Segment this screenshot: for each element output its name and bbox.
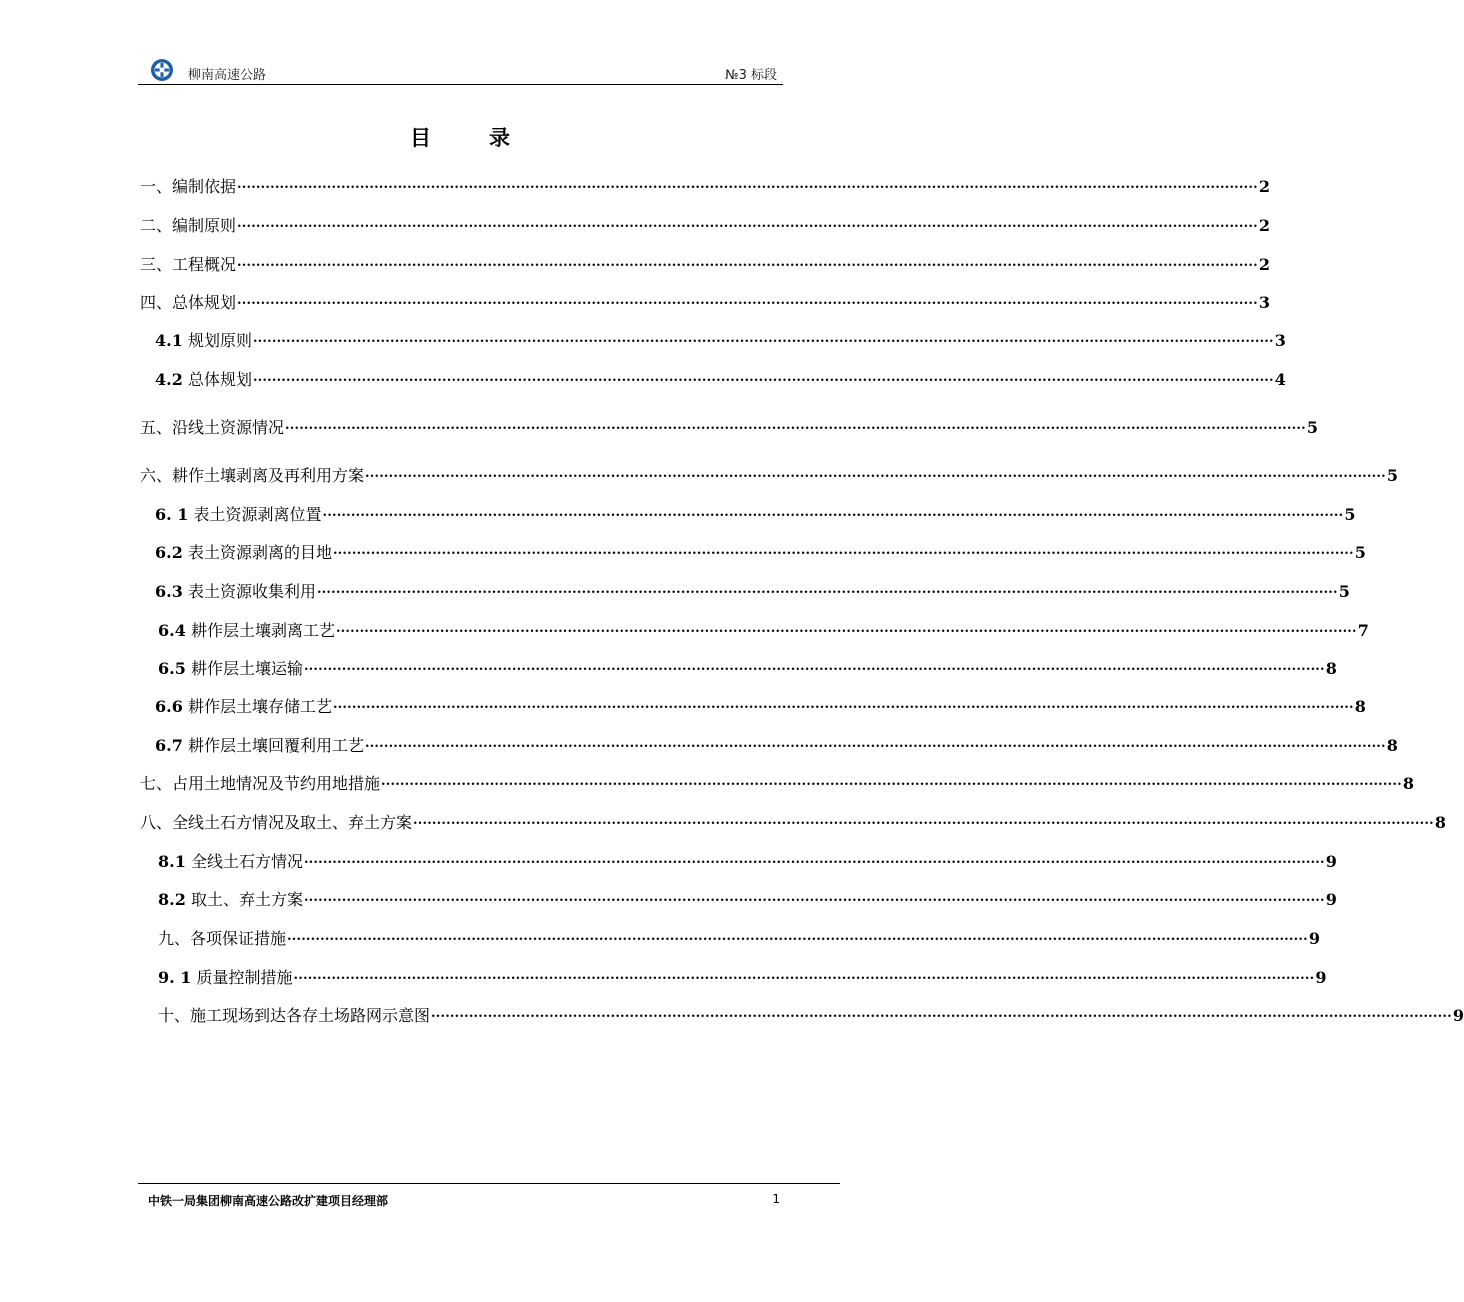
toc-leader-dots: ........................................................................................................................................................................................................................ bbox=[252, 370, 1274, 385]
toc-leader-dots: ........................................................................................................................................................................................................................ bbox=[237, 177, 1258, 192]
page-footer bbox=[138, 1183, 840, 1208]
toc-entry-page: 9 bbox=[1308, 929, 1320, 948]
page-title: 目录 bbox=[410, 125, 568, 150]
toc-leader-dots: ........................................................................................................................................................................................................................ bbox=[332, 543, 1354, 558]
toc-entry-label: 十、施工现场到达各存土场路网示意图 bbox=[158, 1006, 431, 1025]
toc-entry[interactable] bbox=[155, 539, 1366, 563]
toc-leader-dots: ........................................................................................................................................................................................................................ bbox=[381, 774, 1402, 789]
toc-leader-dots: ........................................................................................................................................................................................................................ bbox=[364, 736, 1386, 751]
toc-entry-page: 3 bbox=[1258, 293, 1270, 312]
toc-leader-dots: ........................................................................................................................................................................................................................ bbox=[287, 929, 1308, 944]
toc-entry-number: 4.2 bbox=[155, 370, 183, 389]
toc-entry-page: 5 bbox=[1386, 466, 1398, 485]
toc-entry-text: 表土资源剥离的目地 bbox=[187, 543, 332, 562]
toc-entry[interactable] bbox=[158, 848, 1337, 872]
toc-entry-page: 8 bbox=[1325, 659, 1337, 678]
toc-leader-dots: ........................................................................................................................................................................................................................ bbox=[332, 697, 1354, 712]
toc-entry-text: 表土资源收集利用 bbox=[187, 582, 316, 601]
toc-entry-text: 表土资源剥离位置 bbox=[193, 505, 322, 524]
toc-entry-page: 9 bbox=[1452, 1006, 1464, 1025]
toc-entry[interactable] bbox=[158, 964, 1327, 988]
toc-entry-text: 总体规划 bbox=[187, 370, 252, 389]
toc-entry-page: 2 bbox=[1258, 216, 1270, 235]
toc-entry-label: 二、编制原则 bbox=[140, 216, 237, 235]
toc-entry-label bbox=[158, 852, 303, 872]
toc-entry-label bbox=[155, 736, 364, 756]
toc-entry-label bbox=[155, 582, 316, 602]
footer-organization: 中铁一局集团柳南高速公路改扩建项目经理部 bbox=[148, 1194, 389, 1208]
toc-leader-dots: ........................................................................................................................................................................................................................ bbox=[293, 968, 1315, 983]
toc-entry-page: 8 bbox=[1386, 736, 1398, 755]
toc-entry-label bbox=[158, 890, 303, 910]
toc-entry-page: 3 bbox=[1274, 331, 1286, 350]
toc-leader-dots: ........................................................................................................................................................................................................................ bbox=[252, 331, 1274, 346]
toc-entry[interactable] bbox=[158, 886, 1337, 910]
toc-entry-page: 9 bbox=[1325, 890, 1337, 909]
toc-entry-number: 8.1 bbox=[158, 852, 186, 871]
toc-entry[interactable] bbox=[155, 327, 1286, 351]
toc-entry[interactable] bbox=[140, 462, 1398, 486]
toc-entry[interactable] bbox=[140, 770, 1414, 794]
toc-entry-page: 7 bbox=[1357, 621, 1369, 640]
toc-entry-label: 一、编制依据 bbox=[140, 177, 237, 196]
toc-entry-number: 6.3 bbox=[155, 582, 183, 601]
toc-entry-label bbox=[155, 543, 332, 563]
toc-entry[interactable] bbox=[140, 173, 1270, 197]
toc-entry-number: 6.5 bbox=[158, 659, 186, 678]
toc-entry-label: 九、各项保证措施 bbox=[158, 929, 287, 948]
toc-entry[interactable] bbox=[155, 366, 1286, 390]
toc-entry[interactable] bbox=[140, 809, 1446, 833]
toc-entry[interactable] bbox=[158, 925, 1320, 949]
toc-entry-label: 八、全线土石方情况及取土、弃土方案 bbox=[140, 813, 413, 832]
toc-entry-page: 5 bbox=[1354, 543, 1366, 562]
toc-entry-number: 9. 1 bbox=[158, 968, 192, 987]
toc-entry[interactable] bbox=[155, 693, 1366, 717]
toc-leader-dots: ........................................................................................................................................................................................................................ bbox=[413, 813, 1434, 828]
toc-entry-number: 6. 1 bbox=[155, 505, 189, 524]
toc-entry-label bbox=[158, 659, 303, 679]
toc-entry-label bbox=[158, 968, 293, 988]
toc-entry-text: 耕作层土壤运输 bbox=[190, 659, 303, 678]
toc-leader-dots: ........................................................................................................................................................................................................................ bbox=[237, 255, 1258, 270]
toc-entry-text: 取土、弃土方案 bbox=[190, 890, 303, 909]
footer-page-number: 1 bbox=[772, 1192, 780, 1206]
toc-entry-page: 9 bbox=[1325, 852, 1337, 871]
toc-entry[interactable] bbox=[158, 1002, 1464, 1026]
toc-leader-dots: ........................................................................................................................................................................................................................ bbox=[316, 582, 1338, 597]
toc-entry-number: 6.7 bbox=[155, 736, 183, 755]
toc-leader-dots: ........................................................................................................................................................................................................................ bbox=[335, 621, 1357, 636]
toc-entry[interactable] bbox=[155, 732, 1398, 756]
header-section-number: №3 标段 bbox=[725, 68, 777, 83]
toc-entry-page: 5 bbox=[1344, 505, 1356, 524]
toc-entry[interactable] bbox=[140, 414, 1318, 438]
toc-entry-text: 耕作层土壤剥离工艺 bbox=[190, 621, 335, 640]
toc-entry-number: 4.1 bbox=[155, 331, 183, 350]
toc-entry-number: 6.2 bbox=[155, 543, 183, 562]
toc-entry[interactable] bbox=[155, 578, 1350, 602]
toc-entry-text: 耕作层土壤回覆利用工艺 bbox=[187, 736, 364, 755]
toc-leader-dots: ........................................................................................................................................................................................................................ bbox=[303, 659, 1325, 674]
toc-entry-label bbox=[155, 505, 322, 525]
toc-entry-page: 8 bbox=[1402, 774, 1414, 793]
toc-entry-label: 三、工程概况 bbox=[140, 255, 237, 274]
toc-entry-page: 9 bbox=[1315, 968, 1327, 987]
toc-entry-text: 规划原则 bbox=[187, 331, 252, 350]
toc-leader-dots: ........................................................................................................................................................................................................................ bbox=[237, 216, 1258, 231]
toc-entry-text: 全线土石方情况 bbox=[190, 852, 303, 871]
toc-entry-page: 8 bbox=[1434, 813, 1446, 832]
toc-leader-dots: ........................................................................................................................................................................................................................ bbox=[322, 505, 1344, 520]
toc-entry-page: 5 bbox=[1338, 582, 1350, 601]
toc-leader-dots: ........................................................................................................................................................................................................................ bbox=[237, 293, 1258, 308]
toc-entry-page: 4 bbox=[1274, 370, 1286, 389]
toc-leader-dots: ........................................................................................................................................................................................................................ bbox=[431, 1006, 1452, 1021]
header-project-name: 柳南高速公路 bbox=[188, 68, 267, 83]
company-logo-icon bbox=[150, 58, 174, 82]
toc-entry[interactable] bbox=[140, 251, 1270, 275]
toc-leader-dots: ........................................................................................................................................................................................................................ bbox=[303, 852, 1325, 867]
toc-leader-dots: ........................................................................................................................................................................................................................ bbox=[303, 890, 1325, 905]
toc-entry[interactable] bbox=[158, 655, 1337, 679]
toc-entry-label: 五、沿线土资源情况 bbox=[140, 418, 285, 437]
toc-entry-number: 6.6 bbox=[155, 697, 183, 716]
toc-entry[interactable] bbox=[158, 617, 1369, 641]
toc-entry-label bbox=[158, 621, 335, 641]
toc-entry-page: 8 bbox=[1354, 697, 1366, 716]
toc-leader-dots: ........................................................................................................................................................................................................................ bbox=[285, 418, 1306, 433]
toc-entry-page: 2 bbox=[1258, 177, 1270, 196]
toc-entry-label bbox=[155, 370, 252, 390]
toc-entry-page: 5 bbox=[1306, 418, 1318, 437]
toc-entry-label: 六、耕作土壤剥离及再利用方案 bbox=[140, 466, 365, 485]
toc-entry[interactable] bbox=[140, 212, 1270, 236]
toc-entry-number: 8.2 bbox=[158, 890, 186, 909]
toc-entry-label: 七、占用土地情况及节约用地措施 bbox=[140, 774, 381, 793]
toc-entry-label: 四、总体规划 bbox=[140, 293, 237, 312]
toc-entry-page: 2 bbox=[1258, 255, 1270, 274]
toc-entry-label bbox=[155, 331, 252, 351]
page-header bbox=[138, 56, 783, 85]
toc-entry-text: 质量控制措施 bbox=[196, 968, 293, 987]
toc-leader-dots: ........................................................................................................................................................................................................................ bbox=[365, 466, 1386, 481]
toc-entry-text: 耕作层土壤存储工艺 bbox=[187, 697, 332, 716]
toc-entry[interactable] bbox=[140, 289, 1270, 313]
toc-entry-number: 6.4 bbox=[158, 621, 186, 640]
toc-entry[interactable] bbox=[155, 501, 1356, 525]
toc-entry-label bbox=[155, 697, 332, 717]
